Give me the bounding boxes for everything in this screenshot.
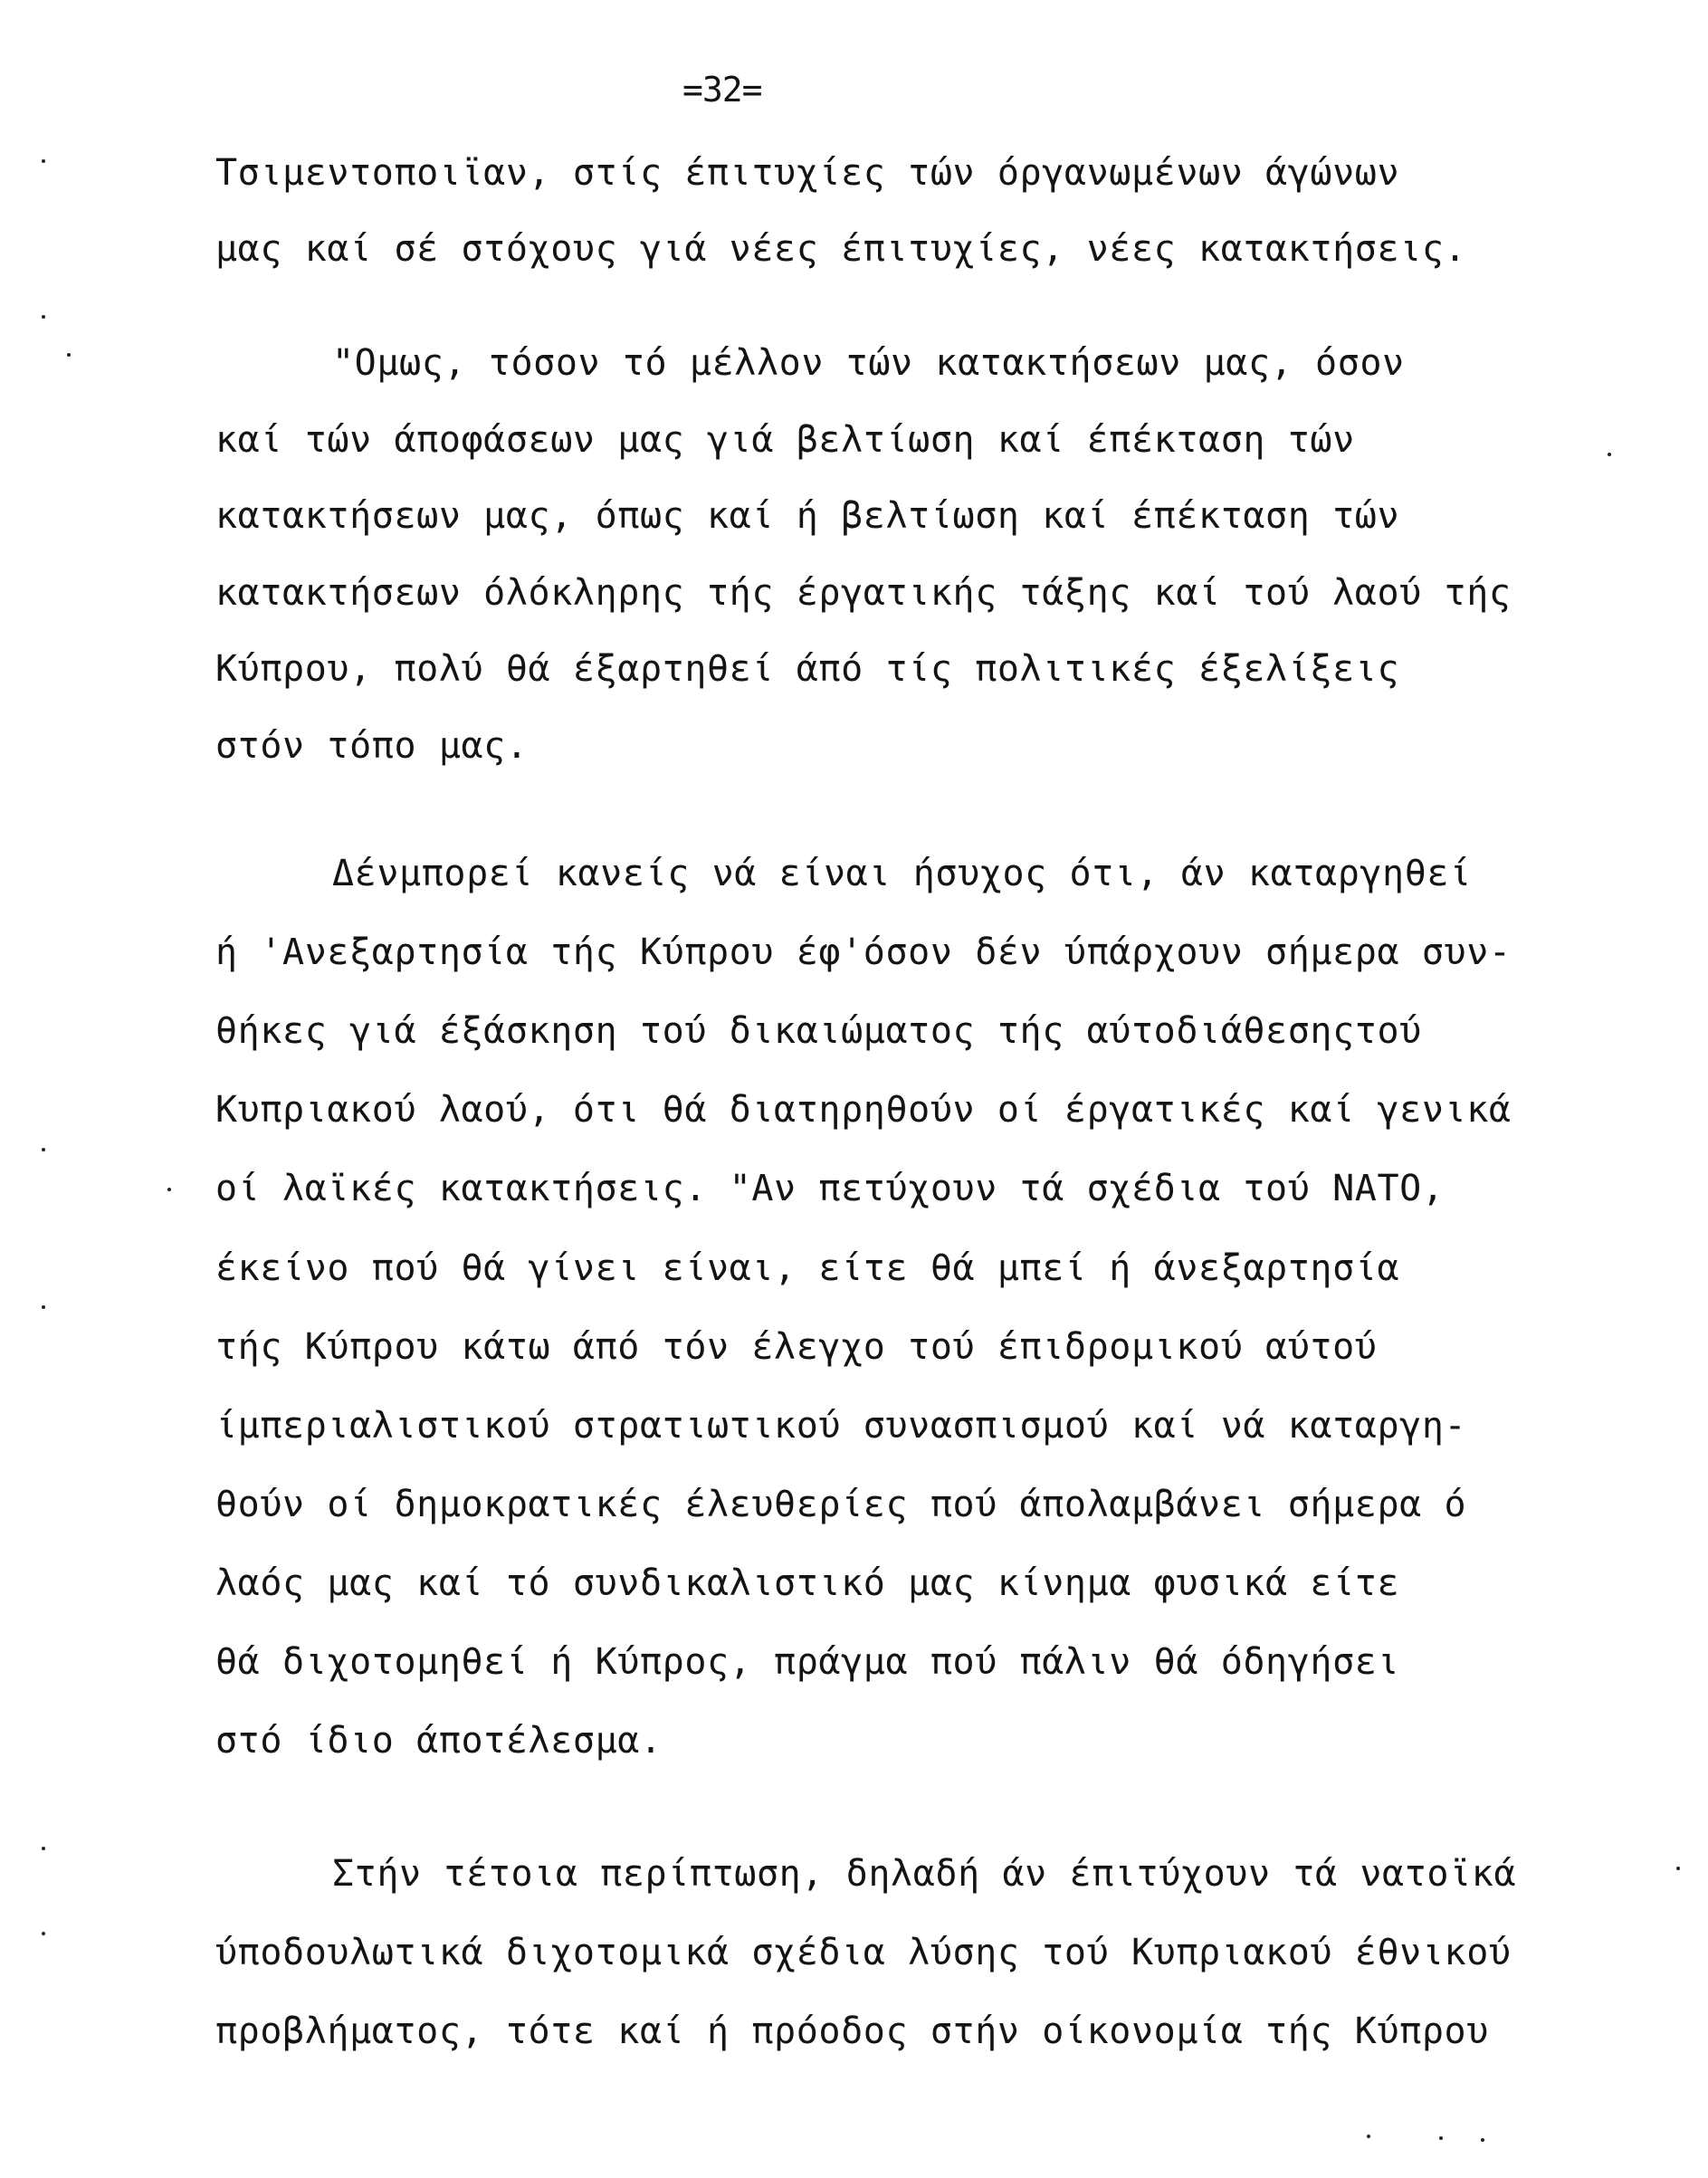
- text-line: κατακτήσεων όλόκληρης τής έργατικής τάξης καί τού λαού τής: [215, 572, 1512, 614]
- text-line: Κυπριακού λαού, ότι θά διατηρηθούν οί έργατικές καί γενικά: [215, 1089, 1512, 1131]
- scan-speck: [1481, 2138, 1484, 2142]
- text-line: Δένμπορεί κανείς νά είναι ήσυχος ότι, άν καταργηθεί: [332, 853, 1472, 894]
- scan-speck: [67, 353, 71, 357]
- text-line: Κύπρου, πολύ θά έξαρτηθεί άπό τίς πολιτικές έξελίξεις: [215, 648, 1400, 690]
- text-line: ή 'Ανεξαρτησία τής Κύπρου έφ'όσον δέν ύπάρχουν σήμερα συν-: [215, 931, 1512, 973]
- text-line: έκείνο πού θά γίνει είναι, είτε θά μπεί ή άνεξαρτησία: [215, 1247, 1400, 1289]
- scan-speck: [1676, 1867, 1680, 1870]
- page-number: =32=: [682, 70, 762, 110]
- text-line: τής Κύπρου κάτω άπό τόν έλεγχο τού έπιδρομικού αύτού: [215, 1326, 1378, 1368]
- scan-speck: [42, 159, 45, 163]
- scan-speck: [42, 1847, 45, 1850]
- text-line: ίμπεριαλιστικού στρατιωτικού συνασπισμού καί νά καταργη-: [215, 1405, 1467, 1447]
- scan-speck: [42, 315, 45, 319]
- scan-speck: [42, 1148, 45, 1151]
- text-line: προβλήματος, τότε καί ή πρόοδος στήν οίκονομία τής Κύπρου: [215, 2011, 1489, 2052]
- text-line: "Ομως, τόσον τό μέλλον τών κατακτήσεων μας, όσον: [332, 342, 1405, 384]
- text-line: Τσιμεντοποιϊαν, στίς έπιτυχίες τών όργανωμένων άγώνων: [215, 152, 1400, 194]
- scan-speck: [1367, 2135, 1370, 2138]
- text-line: θούν οί δημοκρατικές έλευθερίες πού άπολαμβάνει σήμερα ό: [215, 1484, 1467, 1525]
- text-line: Στήν τέτοια περίπτωση, δηλαδή άν έπιτύχουν τά νατοϊκά: [332, 1853, 1517, 1895]
- scan-speck: [167, 1188, 171, 1191]
- text-line: θήκες γιά έξάσκηση τού δικαιώματος τής αύτοδιάθεσηςτού: [215, 1010, 1422, 1052]
- scan-speck: [1439, 2136, 1443, 2140]
- text-line: κατακτήσεων μας, όπως καί ή βελτίωση καί έπέκταση τών: [215, 495, 1400, 537]
- text-line: θά διχοτομηθεί ή Κύπρος, πράγμα πού πάλιν θά όδηγήσει: [215, 1641, 1400, 1683]
- text-line: στό ίδιο άποτέλεσμα.: [215, 1720, 663, 1762]
- text-line: καί τών άποφάσεων μας γιά βελτίωση καί έπέκταση τών: [215, 419, 1355, 461]
- text-line: οί λαϊκές κατακτήσεις. "Αν πετύχουν τά σχέδια τού ΝΑΤΟ,: [215, 1168, 1445, 1209]
- scan-speck: [42, 1932, 45, 1935]
- scan-speck: [1608, 453, 1611, 456]
- text-line: στόν τόπο μας.: [215, 725, 529, 767]
- text-line: λαός μας καί τό συνδικαλιστικό μας κίνημα φυσικά είτε: [215, 1562, 1400, 1604]
- scan-speck: [42, 1305, 45, 1309]
- text-line: μας καί σέ στόχους γιά νέες έπιτυχίες, νέες κατακτήσεις.: [215, 228, 1467, 270]
- text-line: ύποδουλωτικά διχοτομικά σχέδια λύσης τού Κυπριακού έθνικού: [215, 1932, 1512, 1973]
